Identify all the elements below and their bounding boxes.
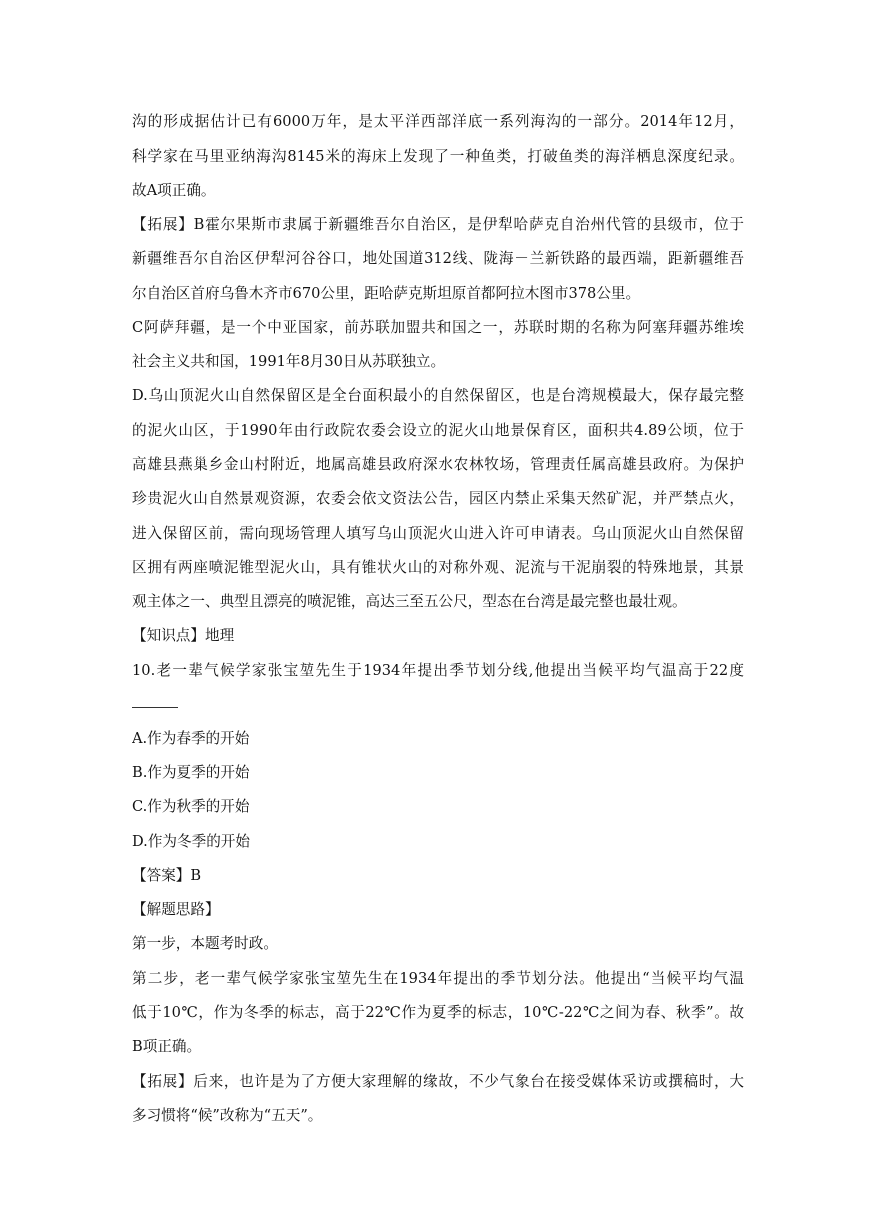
solution-heading: 【解题思路】 xyxy=(132,901,220,918)
expand-d-line-5: 进入保留区前，需向现场管理人填写乌山顶泥火山进入许可申请表。乌山顶泥火山自然保留 xyxy=(132,525,744,542)
question-10-stem: 10.老一辈气候学家张宝堃先生于1934年提出季节划分线,他提出当候平均气温高于22度 xyxy=(132,662,744,679)
step-2-line-2: 低于10℃，作为冬季的标志，高于22℃作为夏季的标志，10℃-22℃之间为春、秋季”。故 xyxy=(132,1004,744,1021)
step-1: 第一步，本题考时政。 xyxy=(132,935,278,952)
answer: 【答案】B xyxy=(132,867,202,884)
expand-c-line-1: C阿萨拜疆，是一个中亚国家，前苏联加盟共和国之一，苏联时期的名称为阿塞拜疆苏维埃 xyxy=(132,319,744,336)
explanation-line-3: 故A项正确。 xyxy=(132,182,216,199)
option-a: A.作为春季的开始 xyxy=(132,730,250,747)
option-c: C.作为秋季的开始 xyxy=(132,798,250,815)
expand-d-line-2: 的泥火山区，于1990年由行政院农委会设立的泥火山地景保育区，面积共4.89公顷，位于 xyxy=(132,422,744,439)
step-2-line-3: B项正确。 xyxy=(132,1038,202,1055)
expand-b-line-1: 【拓展】B霍尔果斯市隶属于新疆维吾尔自治区，是伊犁哈萨克自治州代管的县级市，位于 xyxy=(132,216,744,233)
explanation-line-1: 沟的形成据估计已有6000万年，是太平洋西部洋底一系列海沟的一部分。2014年12月， xyxy=(132,113,744,130)
expand-final-line-1: 【拓展】后来，也许是为了方便大家理解的缘故，不少气象台在接受媒体采访或撰稿时，大 xyxy=(132,1073,744,1090)
expand-d-line-1: D.乌山顶泥火山自然保留区是全台面积最小的自然保留区，也是台湾规模最大，保存最完整 xyxy=(132,387,744,404)
expand-d-line-6: 区拥有两座喷泥锥型泥火山，具有锥状火山的对称外观、泥流与干泥崩裂的特殊地景，其景 xyxy=(132,559,744,576)
expand-d-line-4: 珍贵泥火山自然景观资源，农委会依文资法公告，园区内禁止采集天然矿泥，并严禁点火， xyxy=(132,490,744,507)
knowledge-point: 【知识点】地理 xyxy=(132,627,235,644)
expand-final-line-2: 多习惯将“候”改称为“五天”。 xyxy=(132,1107,323,1124)
option-d: D.作为冬季的开始 xyxy=(132,833,250,850)
option-b: B.作为夏季的开始 xyxy=(132,764,250,781)
expand-d-line-3: 高雄县燕巢乡金山村附近，地属高雄县政府深水农林牧场，管理责任属高雄县政府。为保护 xyxy=(132,456,744,473)
expand-b-line-2: 新疆维吾尔自治区伊犁河谷谷口，地处国道312线、陇海－兰新铁路的最西端，距新疆维吾 xyxy=(132,250,744,267)
expand-c-line-2: 社会主义共和国，1991年8月30日从苏联独立。 xyxy=(132,353,446,370)
expand-b-line-3: 尔自治区首府乌鲁木齐市670公里，距哈萨克斯坦原首都阿拉木图市378公里。 xyxy=(132,285,641,302)
answer-blank-line xyxy=(132,707,178,708)
expand-d-line-7: 观主体之一、典型且漂亮的喷泥锥，高达三至五公尺，型态在台湾是最完整也最壮观。 xyxy=(132,593,687,610)
explanation-line-2: 科学家在马里亚纳海沟8145米的海床上发现了一种鱼类，打破鱼类的海洋栖息深度纪录。 xyxy=(132,148,744,165)
step-2-line-1: 第二步，老一辈气候学家张宝堃先生在1934年提出的季节划分法。他提出“当候平均气温 xyxy=(132,970,744,987)
